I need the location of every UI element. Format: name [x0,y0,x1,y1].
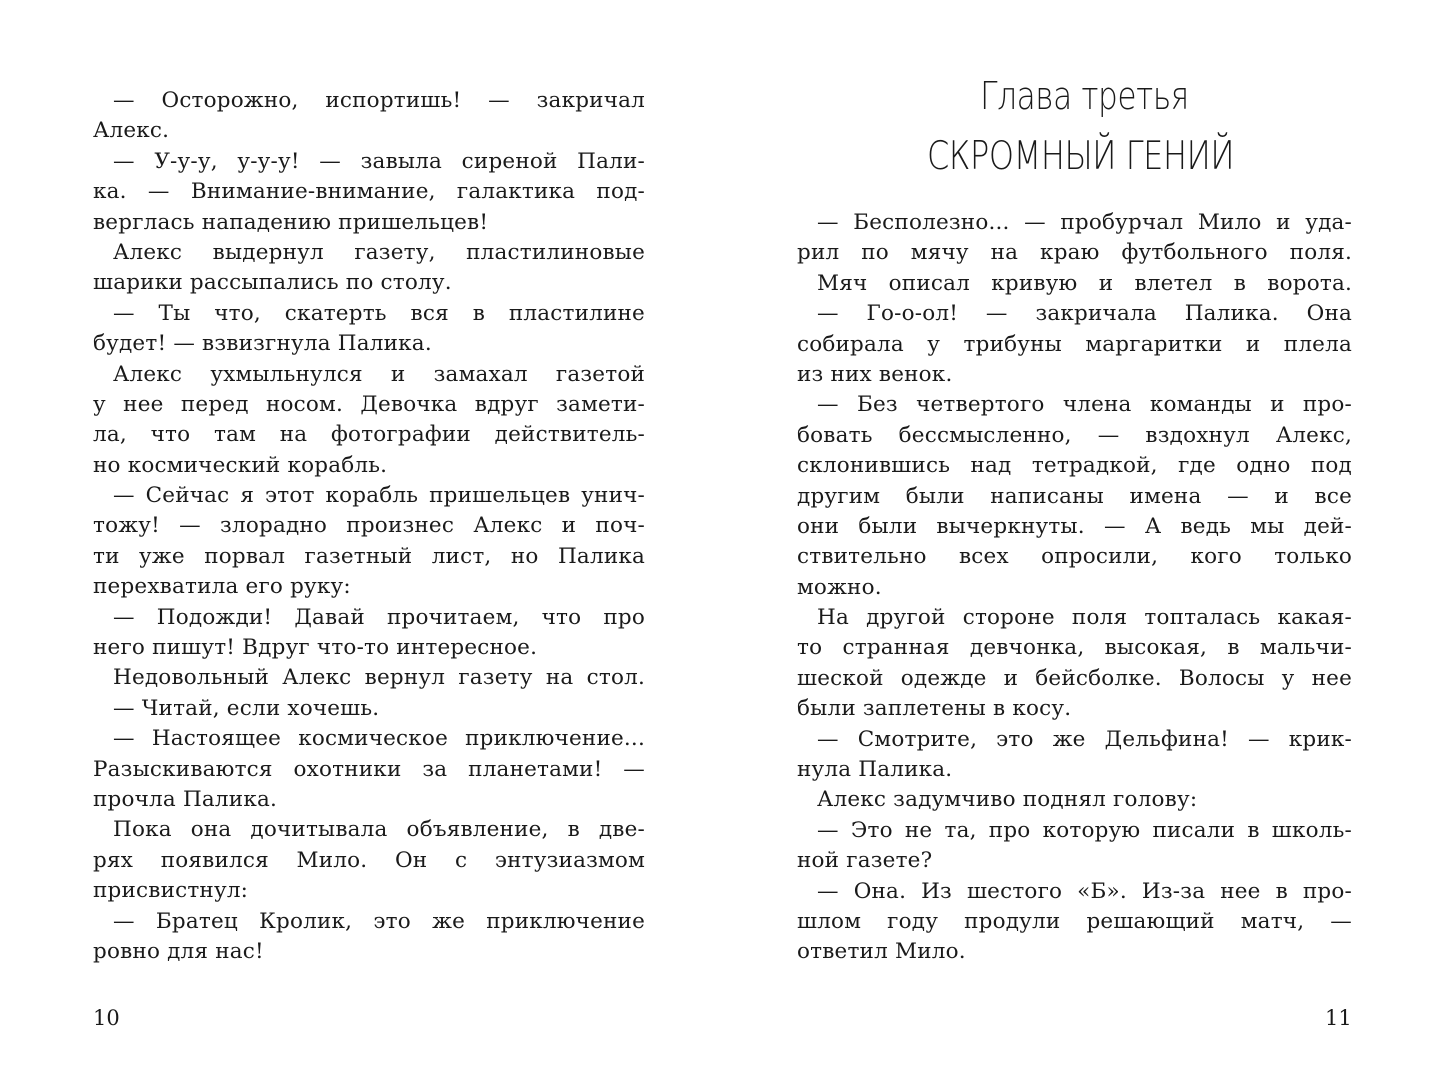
text-line: прочла Палика. [93,786,278,812]
chapter-title: Глава третья [980,74,1189,118]
text-line: Алекс ухмыльнулся и замахал газетой [113,361,645,387]
chapter-subtitle: СКРОМНЫЙ ГЕНИЙ [926,134,1235,179]
text-line: Недовольный Алекс вернул газету на стол. [113,665,645,691]
text-line: присвистнул: [93,878,249,904]
text-line: Алекс. [93,118,170,144]
text-line: него пишут! Вдруг что-то интересное. [93,635,538,661]
text-line: другим были написаны имена — и все [797,483,1352,509]
right-page-text [797,208,1352,968]
text-line: бовать бессмысленно, — вздохнул Алекс, [797,422,1352,448]
text-line: можно. [797,574,882,600]
text-line: ной газете? [797,848,933,874]
text-line: перехватила его руку: [93,574,351,600]
text-line: нула Палика. [797,757,953,783]
text-line: — Сейчас я этот корабль пришельцев унич- [113,483,645,509]
text-line: шлом году продули решающий матч, — [797,908,1352,934]
text-line: рях появился Мило. Он с энтузиазмом [93,847,645,873]
right-page-number: 11 [1325,1006,1352,1030]
text-line: но космический корабль. [93,452,388,478]
text-line: Разыскиваются охотники за планетами! — [93,756,645,782]
text-line: — Подожди! Давай прочитаем, что про [113,604,645,630]
text-line: — Смотрите, это же Дельфина! — крик- [817,726,1352,752]
text-line: — Ты что, скатерть вся в пластилине [113,300,645,326]
text-line: — Осторожно, испортишь! — закричал [113,88,645,113]
text-line: у нее перед носом. Девочка вдруг замети- [93,391,645,417]
text-line: ровно для нас! [93,938,264,964]
text-line: — Братец Кролик, это же приключение [113,908,645,934]
text-line: собирала у трибуны маргаритки и плела [797,331,1352,357]
right-page [720,0,1441,1080]
text-line: они были вычеркнуты. — А ведь мы дей- [797,513,1352,539]
text-line: Алекс задумчиво поднял голову: [817,787,1198,813]
left-page-number: 10 [93,1006,120,1030]
text-line: Мяч описал кривую и влетел в ворота. [817,270,1352,296]
text-line: ти уже порвал газетный лист, но Палика [93,543,645,569]
text-line: то странная девчонка, высокая, в мальчи- [797,635,1352,661]
left-page-text [93,86,645,967]
text-line: — Без четвертого члена команды и про- [817,392,1352,418]
text-line: склонившись над тетрадкой, где одно под [797,453,1352,479]
text-line: — Го-о-ол! — закричала Палика. Она [817,301,1352,327]
text-line: ответил Мило. [797,939,966,965]
text-line: — Читай, если хочешь. [113,695,380,721]
text-line: — У-у-у, у-у-у! — завыла сиреной Пали- [113,148,645,174]
text-line: из них венок. [797,361,953,387]
text-line: ла, что там на фотографии действитель- [93,422,645,448]
text-line: — Она. Из шестого «Б». Из-за нее в про- [817,878,1352,904]
text-line: На другой стороне поля топталась какая- [817,605,1352,631]
text-line: рил по мячу на краю футбольного поля. [797,240,1352,266]
text-line: верглась нападению пришельцев! [93,209,489,235]
text-line: были заплетены в косу. [797,696,1072,722]
text-line: ка. — Внимание-внимание, галактика под- [93,179,645,205]
text-line: — Бесполезно... — пробурчал Мило и уда- [817,210,1352,235]
text-line: шарики рассыпались по столу. [93,270,452,296]
text-line: будет! — взвизгнула Палика. [93,331,432,357]
text-line: Алекс выдернул газету, пластилиновые [113,239,645,265]
text-line: — Настоящее космическое приключение... [113,726,645,752]
text-line: шеской одежде и бейсболке. Волосы у нее [797,665,1352,691]
text-line: Пока она дочитывала объявление, в две- [113,817,645,843]
text-line: тожу! — злорадно произнес Алекс и поч- [93,513,645,539]
text-line: — Это не та, про которую писали в школь- [817,817,1352,843]
text-line: ствительно всех опросили, кого только [797,544,1352,570]
left-page [0,0,720,1080]
